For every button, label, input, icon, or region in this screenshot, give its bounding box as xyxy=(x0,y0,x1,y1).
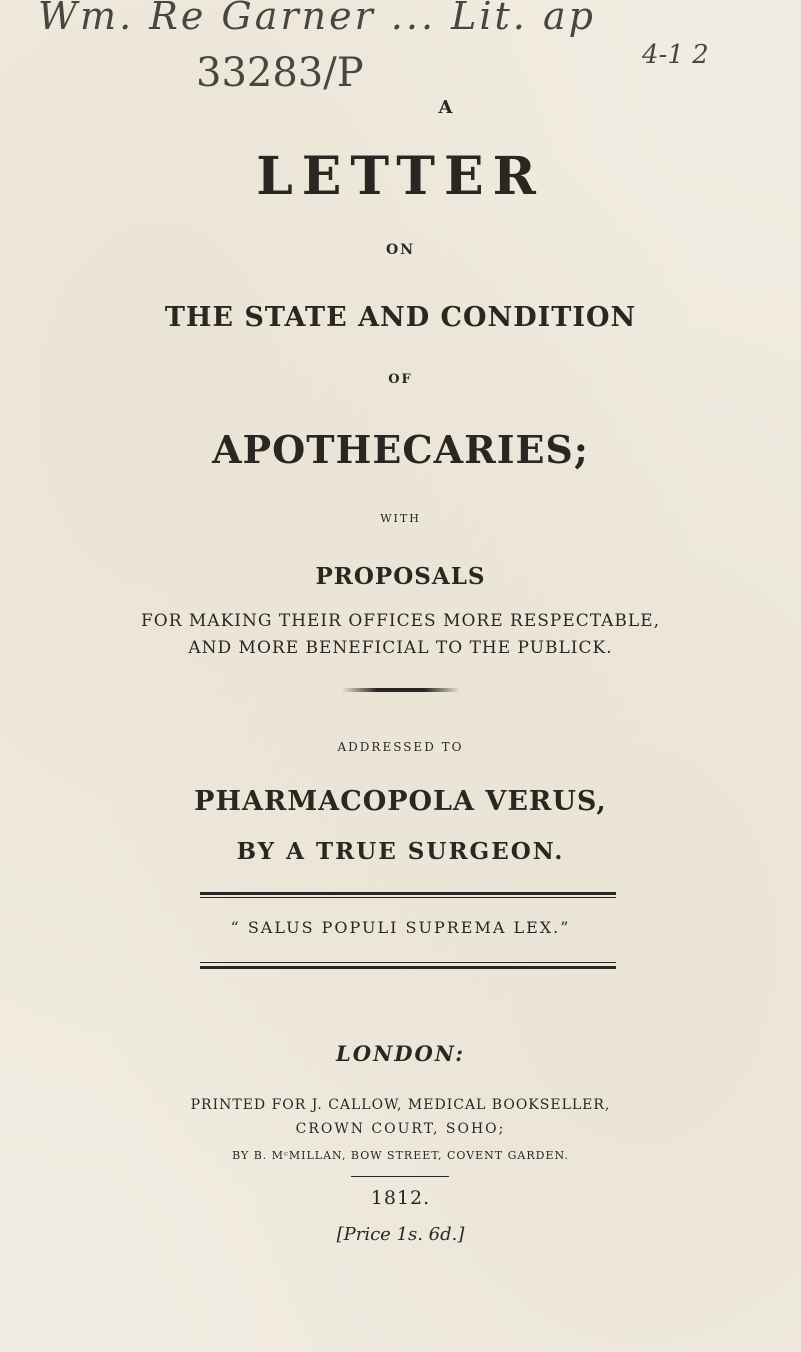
imprint-by: BY B. MᶜMILLAN, BOW STREET, COVENT GARDEN. xyxy=(232,1149,569,1162)
title-with: WITH xyxy=(380,512,421,525)
addressed-to: ADDRESSED TO xyxy=(337,740,464,754)
title-proposals: PROPOSALS xyxy=(315,563,486,590)
title-on: ON xyxy=(386,242,415,258)
title-of: OF xyxy=(388,372,413,387)
imprint-price: [Price 1s. 6d.] xyxy=(336,1224,465,1245)
title-for-line2: AND MORE BENEFICIAL TO THE PUBLICK. xyxy=(188,638,613,658)
handwritten-inscription: Wm. Re Garner ... Lit. ap xyxy=(38,0,596,38)
title-for-line1: FOR MAKING THEIR OFFICES MORE RESPECTABLE, xyxy=(140,611,661,631)
title-a: A xyxy=(438,97,453,118)
motto: “ SALUS POPULI SUPREMA LEX.” xyxy=(230,918,571,937)
pharmacopola-verus: PHARMACOPOLA VERUS, xyxy=(194,786,607,817)
rule-bottom xyxy=(200,966,616,969)
rule-bottom-thin xyxy=(200,962,616,963)
title-apothecaries: APOTHECARIES; xyxy=(212,427,589,472)
handwritten-shelfmark: 33283/P xyxy=(196,50,364,96)
title-state: THE STATE AND CONDITION xyxy=(164,302,637,333)
title-letter: LETTER xyxy=(256,146,545,207)
imprint-year: 1812. xyxy=(370,1187,431,1209)
imprint-crown-court: CROWN COURT, SOHO; xyxy=(295,1121,506,1137)
rule-top xyxy=(200,892,616,895)
handwritten-number: 4-1 2 xyxy=(642,40,709,70)
imprint-printed-for: PRINTED FOR J. CALLOW, MEDICAL BOOKSELLER, xyxy=(190,1097,611,1113)
by-true-surgeon: BY A TRUE SURGEON. xyxy=(236,838,565,865)
imprint-london: LONDON: xyxy=(336,1041,465,1066)
ornament-rule xyxy=(342,688,460,692)
year-rule xyxy=(351,1176,449,1177)
rule-top-thin xyxy=(200,897,616,898)
